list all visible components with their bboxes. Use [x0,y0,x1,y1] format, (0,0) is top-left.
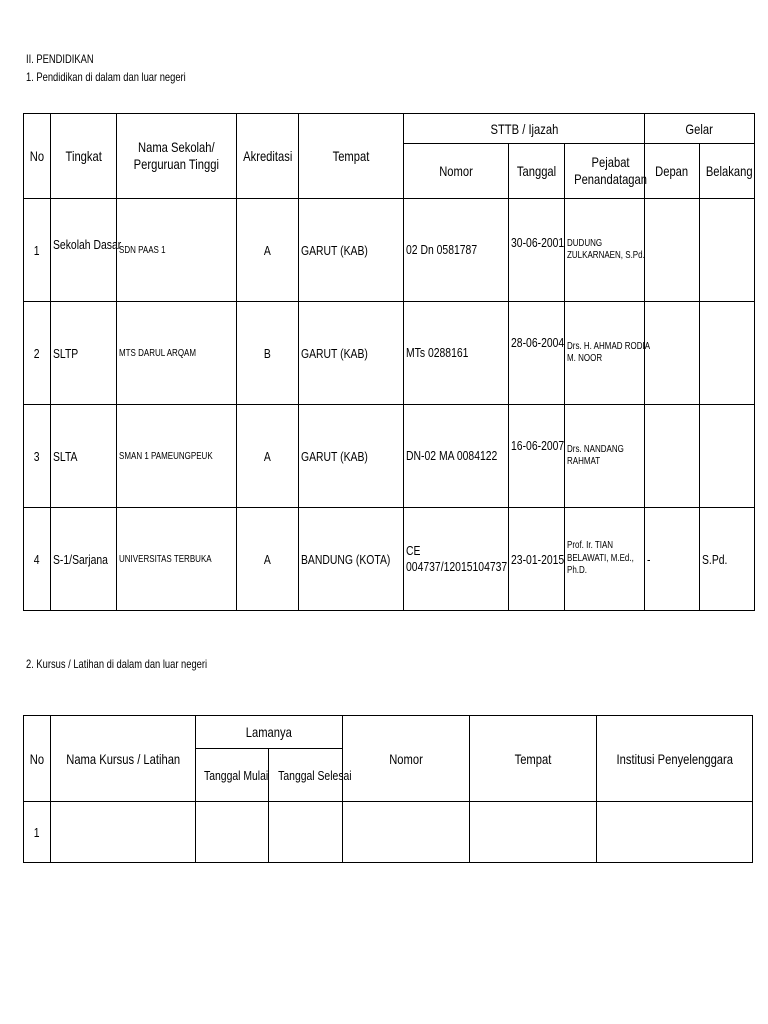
cell-nomor: DN-02 MA 0084122 [406,447,498,463]
cell-nomor: MTs 0288161 [406,344,469,360]
header-akreditasi: Akreditasi [243,148,293,164]
header-tingkat: Tingkat [65,148,102,164]
cell-tingkat: SLTP [53,345,79,361]
cell-tempat: GARUT (KAB) [301,448,368,464]
cell-pejabat: DUDUNG ZULKARNAEN, S.Pd. [567,237,645,261]
cell-nama-sekolah: SMAN 1 PAMEUNGPEUK [119,450,213,462]
table-row [24,199,755,302]
cell-no: 1 [34,824,40,840]
header-sttb: STTB / Ijazah [490,120,558,137]
cell-tingkat: SLTA [53,448,78,464]
cell-pejabat: Drs. H. AHMAD RODIA M. NOOR [567,340,651,364]
table-row [24,508,755,611]
header-tanggal-mulai: Tanggal Mulai [204,767,269,783]
header-nomor: Nomor [389,750,423,767]
cell-tanggal: 16-06-2007 [511,438,565,453]
header-tempat: Tempat [514,750,552,767]
cell-no: 4 [34,551,40,567]
header-nomor: Nomor [439,163,473,179]
header-belakang: Belakang [705,163,753,179]
cell-pejabat: Prof. Ir. TIAN BELAWATI, M.Ed., Ph.D. [567,540,634,577]
header-no: No [29,750,45,767]
cell-akreditasi: A [264,448,271,464]
cell-belakang: S.Pd. [702,551,728,567]
header-nama-sekolah: Nama Sekolah/ Perguruan Tinggi [133,139,220,172]
header-lamanya: Lamanya [245,724,293,740]
cell-depan: - [647,551,651,567]
cell-no: 3 [34,448,40,464]
header-no: No [29,148,45,164]
cell-nama-sekolah: UNIVERSITAS TERBUKA [119,553,212,565]
table-row [24,302,755,405]
cell-tempat: GARUT (KAB) [301,242,368,258]
cell-tanggal: 23-01-2015 [511,551,565,567]
cell-pejabat: Drs. NANDANG RAHMAT [567,443,624,467]
header-institusi: Institusi Penyelenggara [616,750,733,767]
header-tanggal: Tanggal [516,163,557,179]
header-nama-kursus: Nama Kursus / Latihan [66,750,180,767]
cell-tempat: GARUT (KAB) [301,345,368,361]
education-table [23,113,755,611]
section-subtitle-education: 1. Pendidikan di dalam dan luar negeri [26,70,186,84]
cell-nomor: CE 004737/12015104737 [406,542,508,574]
header-pejabat: Pejabat Penandatagan [574,154,647,187]
course-header-row [24,716,753,749]
cell-tingkat: S-1/Sarjana [53,551,108,567]
table-row [24,405,755,508]
cell-no: 2 [34,345,40,361]
cell-nama-sekolah: MTS DARUL ARQAM [119,347,197,359]
cell-nama-sekolah: SDN PAAS 1 [119,244,166,256]
cell-tempat: BANDUNG (KOTA) [301,551,391,567]
section-subtitle-courses: 2. Kursus / Latihan di dalam dan luar negeri [26,657,208,671]
cell-nomor: 02 Dn 0581787 [406,241,478,257]
section-title: II. PENDIDIKAN [26,52,94,66]
header-tempat: Tempat [332,148,370,164]
header-depan: Depan [655,163,689,179]
cell-no: 1 [34,242,40,258]
education-header-row [24,114,755,144]
header-gelar: Gelar [685,120,714,137]
header-tanggal-selesai: Tanggal Selesai [278,767,352,783]
cell-akreditasi: A [264,551,271,567]
table-row [24,802,753,863]
cell-akreditasi: B [264,345,271,361]
cell-tanggal: 28-06-2004 [511,335,565,350]
course-table [23,715,753,863]
cell-tingkat: Sekolah Dasar [53,237,122,252]
cell-tanggal: 30-06-2001 [511,235,565,250]
cell-akreditasi: A [264,242,271,258]
